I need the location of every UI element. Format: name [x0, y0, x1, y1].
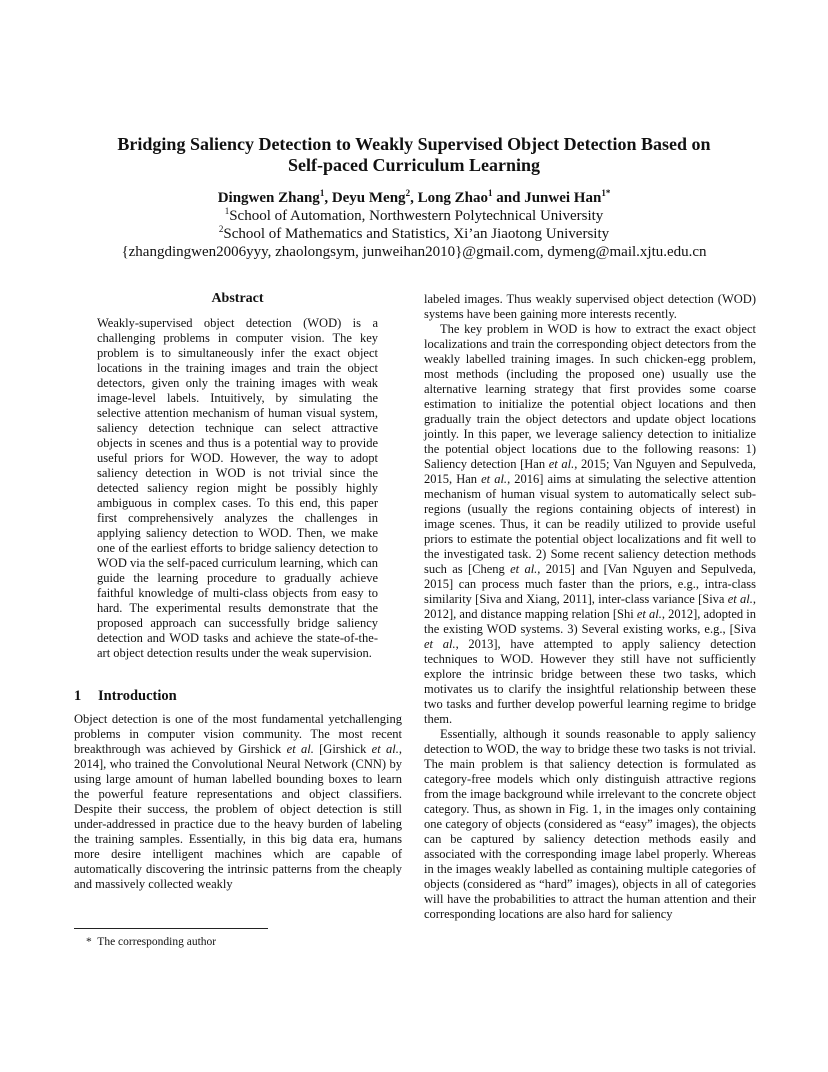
author-name: Deyu Meng [331, 190, 406, 206]
italic-text-run: et al. [481, 472, 508, 486]
author-separator: and [492, 190, 525, 206]
affiliation-text: School of Mathematics and Statistics, Xi’an Jiaotong University [223, 226, 610, 242]
italic-text-run: et al. [286, 742, 314, 756]
italic-text-run: et al. [636, 607, 662, 621]
section-heading-introduction [74, 688, 177, 705]
abstract-heading: Abstract [211, 291, 264, 306]
title-line-2: Self-paced Curriculum Learning [288, 155, 540, 175]
italic-text-run: et al. [727, 592, 753, 606]
author-separator: , [410, 190, 418, 206]
italic-text-run: et al. [371, 742, 399, 756]
text-run: Object detection is one of the most fundamental yetchallenging problems in computer vision community. The most recent breakthrough was achieved by Girshick [74, 712, 402, 756]
text-run: , 2015] and [Van Nguyen and Sepulveda, 2015] can process much faster than the priors, e.g., intra-class similarity [Siva and Xiang, 2011], inter-class variance [Siva [424, 562, 756, 606]
author-affiliation-marker: 1* [601, 188, 611, 198]
author-name: Dingwen Zhang [217, 190, 320, 206]
author-affiliation-marker: 2 [405, 188, 411, 198]
affiliation-1 [40, 207, 788, 225]
abstract-body [97, 316, 378, 661]
footnote-text: The corresponding author [97, 936, 217, 948]
text-run: , 2013], have attempted to apply saliency detection techniques to WOD. However they still have not sufficiently explore the intrinsic bridge between these two tasks, which motivates us to clarify the insightful relationship between these two tasks and further develop powerful learning regime to bridge them. [424, 637, 757, 726]
right-column-body [424, 292, 756, 922]
section-number: 1 [74, 688, 82, 704]
paragraph-essentially: Essentially, although it sounds reasonable to apply saliency detection to WOD, the way to bridge these two tasks is not trivial. The main problem is that saliency detection is formulated as category-free models which only distinguish attractive regions from the image background while irrelevant to the concrete object category. Thus, as shown in Fig. 1, in the images only containing one category of objects (considered as “easy” images), the objects can be captured by saliency detection methods easily and associated with the corresponding image label properly. Whereas in the images weakly labelled as containing multiple categories of objects (considered as “hard” images), objects in all of categories will have the probabilities to attract the human attention and their corresponding locations are also hard for saliency [424, 727, 756, 921]
paragraph-continuation: labeled images. Thus weakly supervised object detection (WOD) systems have been gaining more interests recently. [424, 292, 756, 321]
author-affiliation-marker: 1 [488, 188, 493, 198]
author-name: Long Zhao [417, 190, 489, 206]
text-run: , 2016] aims at simulating the selective attention mechanism of human visual system to automatically select sub-regions (usually the regions containing objects of interest) in image scenes. Thus, it can be readily utilized to provide useful priors to estimate the potential object localizations and fit well to the investigated task. 2) Some recent saliency detection methods such as [Cheng [424, 472, 757, 576]
italic-text-run: et al. [510, 562, 538, 576]
footnote-divider [74, 928, 268, 929]
text-run: , 2015; Van Nguyen and Sepulveda, 2015, Han [424, 457, 756, 486]
text-run: , 2014], who trained the Convolutional Neural Network (CNN) by using large amount of human labelled bounding boxes to learn the powerful feature representations and object classifiers. Despite their success, the problem of object detection is still under-addressed in practice due to the heavy burden of labeling the training samples. Essentially, in this big data era, humans more desire intelligent machines which are capable of automatically discovering the intrinsic patterns from the cheaply and massively collected weakly [74, 742, 402, 891]
italic-text-run: et al. [548, 457, 575, 471]
affiliation-marker: 2 [218, 224, 224, 234]
italic-text-run: et al. [424, 637, 456, 651]
affiliation-2 [40, 225, 788, 243]
author-affiliation-marker: 1 [319, 188, 325, 198]
introduction-paragraph [74, 712, 402, 892]
section-title: Introduction [98, 688, 177, 704]
affiliation-text: School of Automation, Northwestern Polytechnical University [229, 208, 604, 224]
text-run: The key problem in WOD is how to extract the exact object localizations and train the corresponding object detectors from the weakly labelled training images. In such chicken-egg problem, most methods (including the proposed one) usually use the alternative learning strategy that first provides some coarse estimation to initialize the potential object locations and then gradually train the object detectors and update object locations jointly. In this paper, we leverage saliency detection to initialize the potential object locations due to the following reasons: 1) Saliency detection [Han [424, 322, 756, 471]
text-run: , 2012], adopted in the existing WOD systems. 3) Several existing works, e.g., [Siva [424, 607, 756, 636]
author-separator: , [324, 190, 332, 206]
paper-title [60, 134, 768, 176]
author-name: Junwei Han [524, 190, 602, 206]
introduction-body [74, 712, 402, 892]
title-line-1: Bridging Saliency Detection to Weakly Supervised Object Detection Based on [117, 134, 711, 154]
footnote [86, 935, 216, 949]
abstract-text: Weakly-supervised object detection (WOD) is a challenging problems in computer vision. The key problem is to simultaneously infer the exact object locations in the training images and train the object detectors, given only the training images with weak image-level labels. Intuitively, by simulating the selective attention mechanism of human visual system, saliency detection technique can select attractive objects in scenes and thus is a potential way to provide useful priors for WOD. However, the way to adopt saliency detection in WOD is not trivial since the detected saliency region might be possibly highly ambiguous in complex cases. To this end, this paper first comprehensively analyzes the challenges in applying saliency detection to WOD. Then, we make one of the earliest efforts to bridge saliency detection to WOD via the self-paced curriculum learning, which can guide the learning procedure to gradually achieve faithful knowledge of multi-class objects from easy to hard. The experimental results demonstrate that the proposed approach can successfully bridge saliency detection and WOD tasks and achieve the state-of-the-art object detection results under the weak supervision. [97, 316, 378, 660]
paragraph-key-problem [424, 322, 756, 727]
footnote-marker: * [86, 936, 92, 948]
affiliation-marker: 1 [224, 206, 230, 216]
text-run: [Girshick [313, 742, 372, 756]
author-list [40, 189, 788, 207]
author-emails: {zhangdingwen2006yyy, zhaolongsym, junweihan2010}@gmail.com, dymeng@mail.xjtu.edu.cn [121, 244, 707, 260]
text-run: , 2012], and distance mapping relation [Shi [424, 592, 756, 621]
